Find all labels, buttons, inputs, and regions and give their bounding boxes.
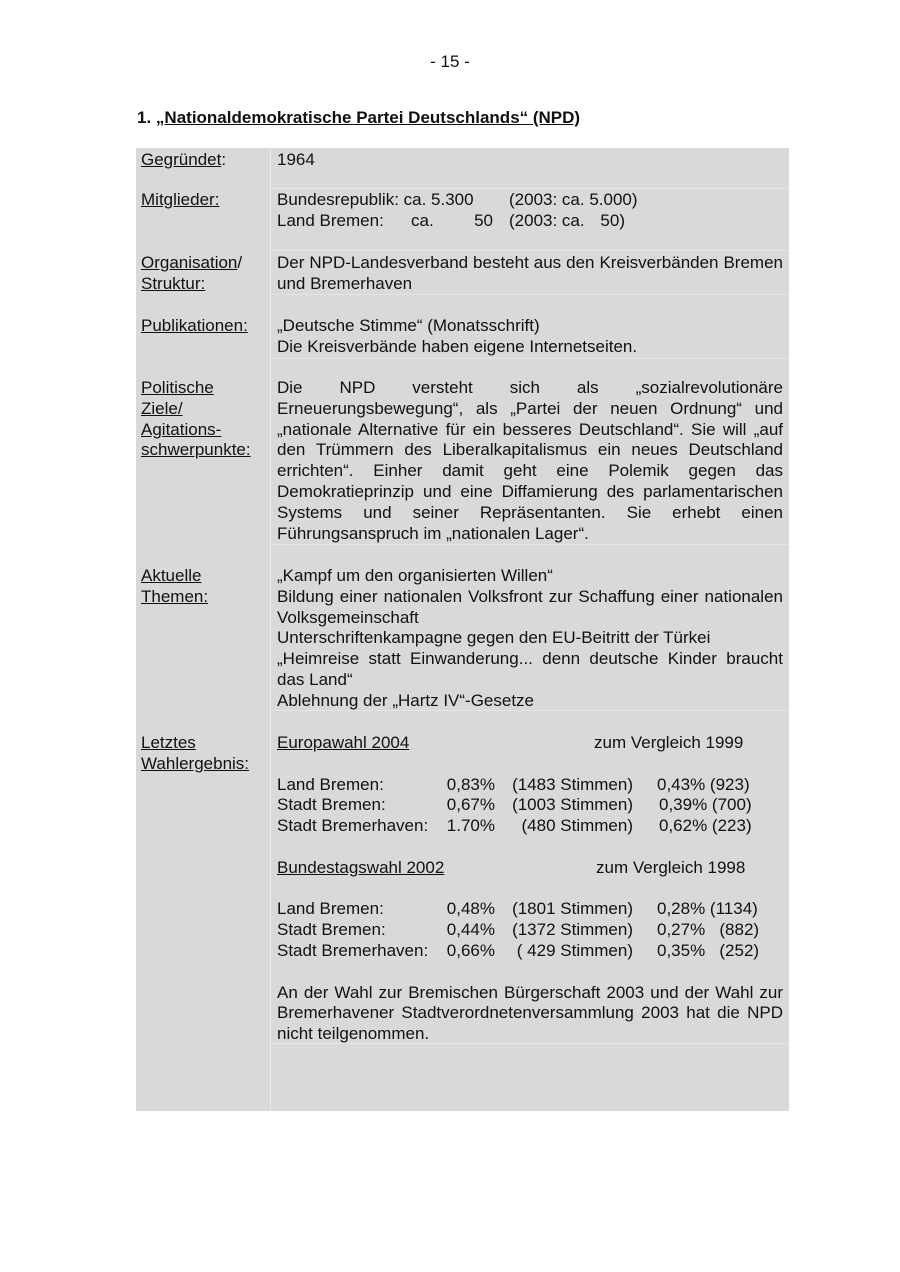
- page-number: - 15 -: [430, 52, 470, 71]
- value-organisation: Der NPD-Landesverband besteht aus den Kreisverbänden Bremen und Bremerhaven: [277, 253, 783, 293]
- bundestagswahl-row: Stadt Bremen: 0,44% (1372 Stimmen) 0,27% (882): [277, 920, 760, 940]
- section-title: „Nationaldemokratische Partei Deutschlands“ (NPD): [155, 108, 581, 127]
- wahl-note: An der Wahl zur Bremischen Bürgerschaft 2003 und der Wahl zur Bremerhavener Stadtverordnetenversammlung 2003 hat die NPD nicht teilgenommen.: [277, 982, 783, 1044]
- europawahl-row: Stadt Bremerhaven: 1.70% (480 Stimmen) 0,62% (223): [277, 816, 752, 836]
- label-organisation: Organisation/ Struktur:: [141, 253, 243, 293]
- column-divider: [270, 148, 271, 1111]
- value-publikationen: „Deutsche Stimme“ (Monatsschrift) Die Kreisverbände haben eigene Internetseiten.: [277, 316, 638, 356]
- label-politische-ziele: Politische Ziele/ Agitations- schwerpunkte:: [141, 378, 251, 460]
- label-mitglieder: Mitglieder:: [141, 190, 220, 209]
- row-separator: [271, 250, 789, 251]
- bundestagswahl-row: Land Bremen: 0,48% (1801 Stimmen) 0,28% (1134): [277, 899, 758, 919]
- thema-item: „Kampf um den organisierten Willen“: [277, 566, 553, 585]
- bundestagswahl-header: Bundestagswahl 2002 zum Vergleich 1998: [277, 857, 746, 877]
- thema-item: „Heimreise statt Einwanderung... denn deutsche Kinder braucht das Land“: [277, 649, 783, 689]
- value-wahlergebnis: [277, 733, 783, 1045]
- bundestagswahl-row: Stadt Bremerhaven: 0,66% ( 429 Stimmen) 0,35% (252): [277, 940, 760, 960]
- label-aktuelle-themen: Aktuelle Themen:: [141, 566, 209, 606]
- label-publikationen: Publikationen:: [141, 316, 248, 335]
- europawahl-row: Land Bremen: 0,83% (1483 Stimmen) 0,43% (923): [277, 774, 750, 794]
- row-separator: [271, 710, 789, 711]
- label-wahlergebnis: Letztes Wahlergebnis:: [141, 733, 250, 773]
- thema-item: Ablehnung der „Hartz IV“-Gesetze: [277, 690, 535, 710]
- mitglieder-land: Land Bremen: ca. 50 (2003: ca. 50): [277, 210, 625, 230]
- mitglieder-bund: Bundesrepublik: ca. 5.300 (2003: ca. 5.000): [277, 190, 638, 209]
- row-separator: [271, 188, 789, 189]
- value-aktuelle-themen: [277, 566, 783, 712]
- europawahl-header: Europawahl 2004 zum Vergleich 1999: [277, 733, 744, 752]
- row-separator: [271, 544, 789, 545]
- thema-item: Unterschriftenkampagne gegen den EU-Beitritt der Türkei: [277, 628, 711, 648]
- section-number: 1.: [137, 108, 152, 127]
- section-heading: [137, 108, 580, 128]
- value-gegruendet: 1964: [277, 150, 315, 169]
- thema-item: Bildung einer nationalen Volksfront zur Schaffung einer nationalen Volksgemeinschaft: [277, 586, 783, 627]
- row-separator: [271, 294, 789, 295]
- label-gegruendet: Gegründet:: [141, 150, 227, 169]
- party-profile-table: [136, 148, 789, 1111]
- value-mitglieder: [277, 190, 783, 232]
- value-politische-ziele: Die NPD versteht sich als „sozialrevolutionäre Erneuerungsbewegung“, als „Partei der neuen Ordnung“ und „nationale Alternative für ein besseres Deutschland“. Sie will „auf den Trümmern des Liberalkapitalismus ein neues Deutschland errichten“. Einher damit geht eine Polemik gegen das Demokratieprinzip und eine Diffamierung des parlamentarischen Systems und seiner Repräsentanten. Sie erhebt einen Führungsanspruch im „nationalen Lager“.: [277, 378, 783, 543]
- row-separator: [271, 1043, 789, 1044]
- row-separator: [271, 358, 789, 359]
- europawahl-row: Stadt Bremen: 0,67% (1003 Stimmen) 0,39% (700): [277, 795, 752, 815]
